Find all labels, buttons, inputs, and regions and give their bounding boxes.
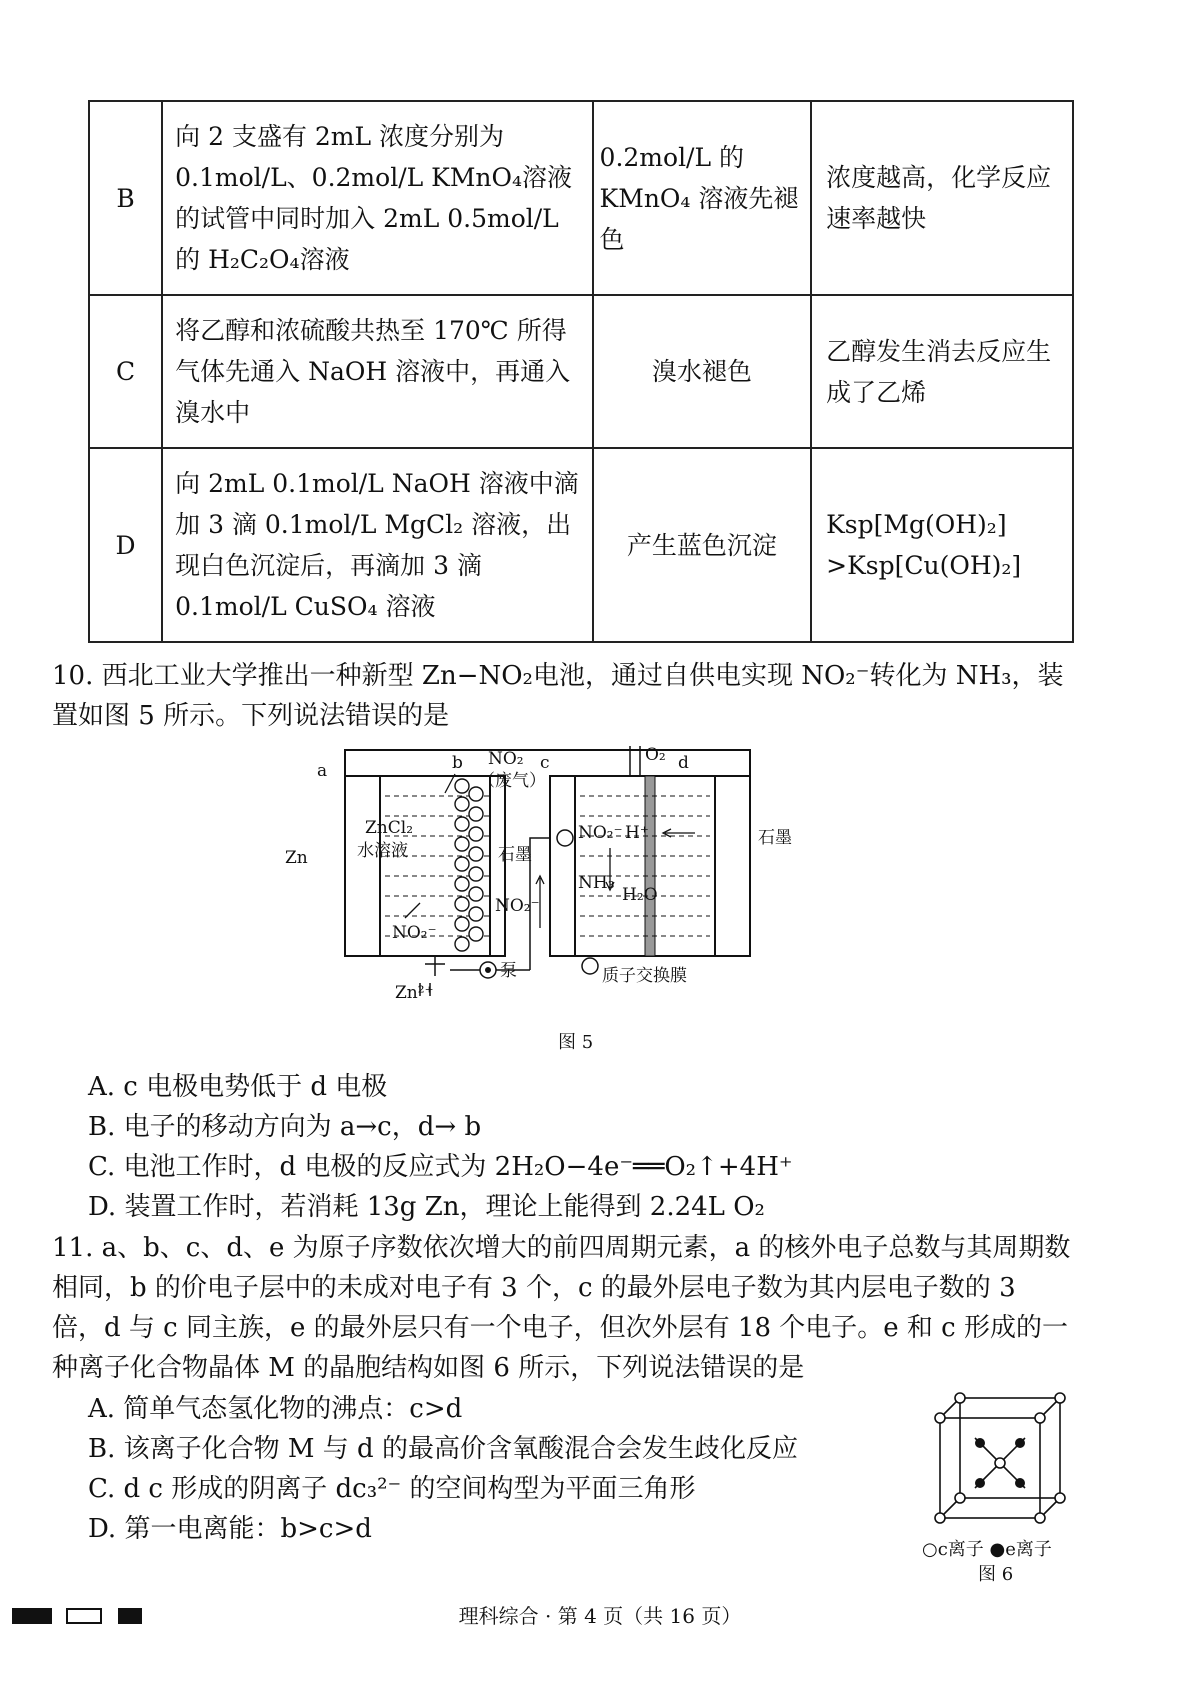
q10-option-b: B. 电子的移动方向为 a→c，d→ b bbox=[88, 1112, 482, 1142]
table-row bbox=[89, 295, 1073, 448]
question-11-stem: 11. a、b、c、d、e 为原子序数依次增大的前四周期元素，a 的核外电子总数与其周期数相同，b 的价电子层中的未成对电子有 3 个，c 的最外层电子数为其内层电子数的 3 倍，d 与 c 同主族，e 的最外层只有一个电子，但次外层有 18 个电子。e 和 c 形成的一种离子化合物晶体 M 的晶胞结构如图 6 所示，下列说法错误的是 bbox=[52, 1233, 1071, 1383]
operation-cell: 向 2mL 0.1mol/L NaOH 溶液中滴加 3 滴 0.1mol/L MgCl₂ 溶液，出现白色沉淀后，再滴加 3 滴 0.1mol/L CuSO₄ 溶液 bbox=[162, 448, 592, 642]
row-label: D bbox=[89, 448, 162, 642]
label-graphite-left: 石墨 bbox=[498, 845, 532, 865]
operation-cell: 将乙醇和浓硫酸共热至 170℃ 所得气体先通入 NaOH 溶液中，再通入溴水中 bbox=[162, 295, 592, 448]
q10-option-a: A. c 电极电势低于 d 电极 bbox=[88, 1072, 388, 1102]
label-zn2: Zn²⁺ bbox=[395, 983, 434, 1003]
conclusion-cell: 乙醇发生消去反应生成了乙烯 bbox=[811, 295, 1073, 448]
page-footer: 理科综合 · 第 4 页（共 16 页） bbox=[458, 1604, 742, 1628]
operation-cell: 向 2 支盛有 2mL 浓度分别为 0.1mol/L、0.2mol/L KMnO₄溶液的试管中同时加入 2mL 0.5mol/L 的 H₂C₂O₄溶液 bbox=[162, 101, 592, 295]
phenomenon-cell: 产生蓝色沉淀 bbox=[593, 448, 812, 642]
label-pump: 泵 bbox=[500, 961, 517, 981]
q10-option-c: C. 电池工作时，d 电极的反应式为 2H₂O−4e⁻══O₂↑+4H⁺ bbox=[88, 1152, 793, 1182]
q10-option-d: D. 装置工作时，若消耗 13g Zn，理论上能得到 2.24L O₂ bbox=[88, 1192, 765, 1222]
table-row bbox=[89, 101, 1073, 295]
label-zn: Zn bbox=[285, 848, 308, 868]
figure-5-battery-diagram bbox=[285, 738, 800, 1003]
row-label: B bbox=[89, 101, 162, 295]
figure-6-caption: 图 6 bbox=[978, 1564, 1014, 1585]
phenomenon-cell: 0.2mol/L 的 KMnO₄ 溶液先褪色 bbox=[593, 101, 812, 295]
label-no2-ion-left: NO₂⁻ bbox=[392, 923, 437, 943]
q11-option-c: C. d c 形成的阴离子 dc₃²⁻ 的空间构型为平面三角形 bbox=[88, 1474, 696, 1504]
figure-6-legend: ○c离子 ●e离子 bbox=[922, 1539, 1052, 1560]
label-nh3: NH₃ bbox=[578, 873, 615, 893]
figure-6-unit-cell bbox=[930, 1388, 1070, 1528]
label-no2-ion-mid: NO₂⁻ bbox=[495, 896, 540, 916]
label-membrane: 质子交换膜 bbox=[602, 966, 687, 986]
experiment-table bbox=[88, 100, 1074, 643]
label-a: a bbox=[317, 761, 328, 781]
label-graphite-right: 石墨 bbox=[758, 828, 792, 848]
label-b: b bbox=[452, 753, 463, 773]
label-h2o: H₂O bbox=[622, 885, 658, 905]
label-zncl2: ZnCl₂ bbox=[365, 818, 414, 838]
label-hplus: H⁺ bbox=[625, 823, 649, 843]
label-no2-ion-right: NO₂⁻ bbox=[578, 823, 623, 843]
label-d: d bbox=[678, 753, 689, 773]
label-waste-gas: （废气） bbox=[478, 771, 546, 791]
label-c: c bbox=[540, 753, 550, 773]
conclusion-cell: 浓度越高，化学反应速率越快 bbox=[811, 101, 1073, 295]
phenomenon-cell: 溴水褪色 bbox=[593, 295, 812, 448]
row-label: C bbox=[89, 295, 162, 448]
label-solution: 水溶液 bbox=[357, 841, 408, 861]
label-o2: O₂ bbox=[645, 745, 666, 765]
figure-5-caption: 图 5 bbox=[558, 1032, 594, 1053]
table-row bbox=[89, 448, 1073, 642]
label-no2-gas: NO₂ bbox=[488, 749, 524, 769]
question-10-stem: 10. 西北工业大学推出一种新型 Zn−NO₂电池，通过自供电实现 NO₂⁻转化为 NH₃，装置如图 5 所示。下列说法错误的是 bbox=[52, 661, 1064, 731]
q11-option-d: D. 第一电离能：b>c>d bbox=[88, 1514, 372, 1544]
q11-option-a: A. 简单气态氢化物的沸点：c>d bbox=[88, 1394, 463, 1424]
conclusion-cell: Ksp[Mg(OH)₂] >Ksp[Cu(OH)₂] bbox=[811, 448, 1073, 642]
q11-option-b: B. 该离子化合物 M 与 d 的最高价含氧酸混合会发生歧化反应 bbox=[88, 1434, 798, 1464]
